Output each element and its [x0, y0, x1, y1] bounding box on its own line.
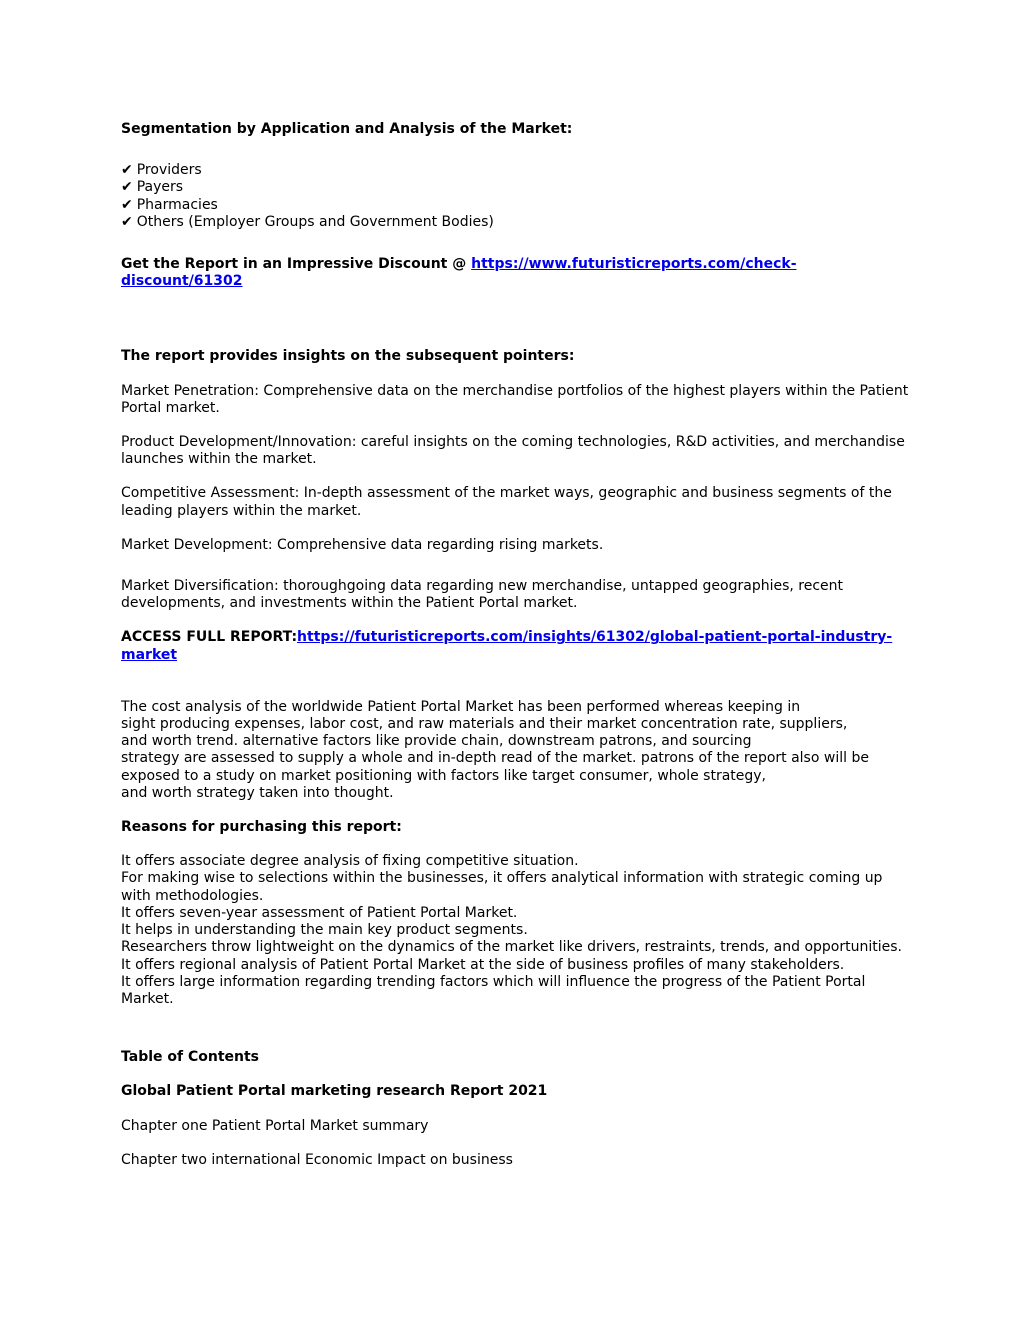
cost-analysis-line: and worth trend. alternative factors like provide chain, downstream patrons, and sourcing: [121, 733, 752, 750]
cost-analysis-line: exposed to a study on market positioning with factors like target consumer, whole strategy,: [121, 767, 767, 784]
checkmark-icon: ✔: [121, 162, 133, 179]
insight-paragraph-penetration: Market Penetration: Comprehensive data on the merchandise portfolios of the highest players within the Patient Portal market.: [121, 382, 909, 416]
list-item-label: Others (Employer Groups and Government Bodies): [136, 213, 494, 230]
checkmark-icon: ✔: [121, 179, 133, 196]
list-item: It offers large information regarding trending factors which will influence the progress of the Patient Portal Market.: [121, 973, 866, 1007]
insights-heading: The report provides insights on the subsequent pointers:: [121, 348, 575, 365]
insight-paragraph-competitive: Competitive Assessment: In-depth assessment of the market ways, geographic and business segments of the leading players within the market.: [121, 485, 892, 519]
list-item-label: Payers: [136, 179, 184, 196]
list-item: [121, 179, 911, 196]
cost-analysis-line: and worth strategy taken into thought.: [121, 784, 394, 801]
list-item: It offers associate degree analysis of fixing competitive situation.: [121, 853, 579, 870]
segmentation-list: [121, 162, 911, 231]
checkmark-icon: ✔: [121, 213, 133, 230]
toc-chapter: Chapter one Patient Portal Market summary: [121, 1117, 429, 1134]
access-report-link[interactable]: https://futuristicreports.com/insights/61302/global-patient-portal-industry-market: [121, 629, 893, 663]
cost-analysis-line: The cost analysis of the worldwide Patient Portal Market has been performed whereas keeping in: [121, 698, 801, 715]
list-item: [121, 197, 911, 214]
cost-analysis-line: strategy are assessed to supply a whole and in-depth read of the market. patrons of the report also will be: [121, 750, 869, 767]
access-label: ACCESS FULL REPORT:: [121, 629, 298, 646]
insight-paragraph-diversification: Market Diversification: thoroughgoing data regarding new merchandise, untapped geographies, recent developments, and investments within the Patient Portal market.: [121, 578, 844, 612]
list-item: It offers regional analysis of Patient Portal Market at the side of business profiles of many stakeholders.: [121, 956, 845, 973]
list-item: It offers seven-year assessment of Patient Portal Market.: [121, 904, 518, 921]
cost-analysis-line: sight producing expenses, labor cost, and raw materials and their market concentration rate, suppliers,: [121, 716, 848, 733]
list-item: [121, 162, 911, 179]
list-item-label: Pharmacies: [136, 196, 218, 213]
reasons-list: [121, 853, 911, 1008]
insight-paragraph-development-innovation: Product Development/Innovation: careful insights on the coming technologies, R&D activities, and merchandise launches within the market.: [121, 434, 905, 468]
insight-paragraph-market-development: Market Development: Comprehensive data regarding rising markets.: [121, 536, 604, 553]
access-line: [121, 629, 911, 663]
list-item: It helps in understanding the main key product segments.: [121, 922, 528, 939]
toc-report-title: Global Patient Portal marketing research Report 2021: [121, 1083, 548, 1100]
cost-analysis-paragraph: [121, 699, 911, 802]
segmentation-heading: Segmentation by Application and Analysis of the Market:: [121, 121, 573, 137]
list-item: [121, 214, 911, 231]
document-page: [121, 121, 911, 1169]
toc-heading: Table of Contents: [121, 1049, 260, 1066]
list-item: Researchers throw lightweight on the dynamics of the market like drivers, restraints, trends, and opportunities.: [121, 939, 902, 956]
discount-link[interactable]: https://www.futuristicreports.com/check-discount/61302: [121, 256, 797, 290]
checkmark-icon: ✔: [121, 196, 133, 213]
discount-line: [121, 256, 911, 290]
list-item: For making wise to selections within the businesses, it offers analytical information with strategic coming up with methodologies.: [121, 870, 883, 904]
discount-label: Get the Report in an Impressive Discount @: [121, 256, 472, 273]
list-item-label: Providers: [136, 162, 202, 179]
toc-chapter: Chapter two international Economic Impact on business: [121, 1151, 513, 1168]
reasons-heading: Reasons for purchasing this report:: [121, 819, 402, 836]
